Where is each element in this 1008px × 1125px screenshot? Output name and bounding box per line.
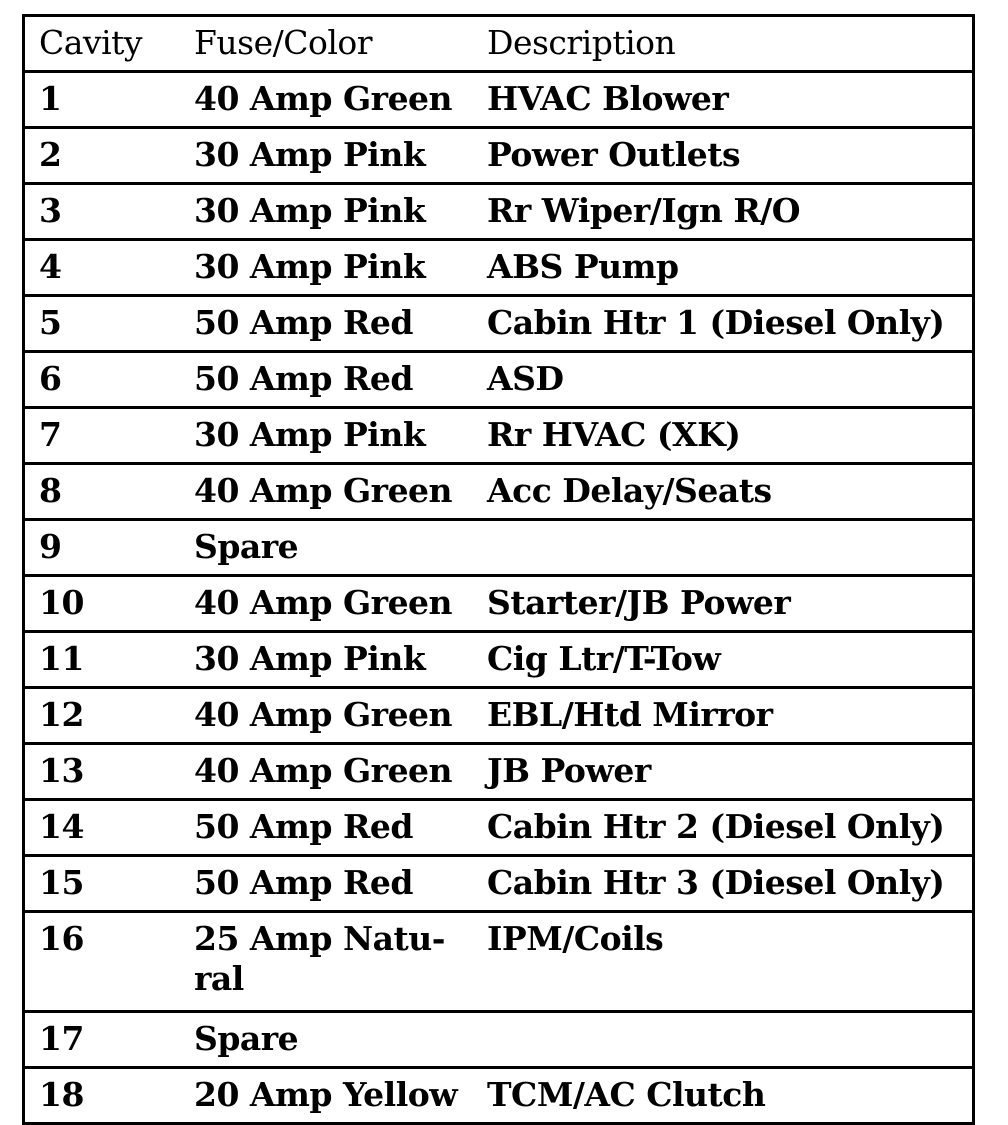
- fuse-line-1: 25 Amp Natu-: [194, 919, 445, 958]
- description-cell: Cabin Htr 2 (Diesel Only): [487, 800, 974, 856]
- fuse-line-2: ral: [194, 959, 244, 998]
- fuse-cell: 40 Amp Green: [194, 688, 487, 744]
- cavity-cell: 1: [24, 72, 195, 128]
- table-row: [24, 688, 974, 744]
- fuse-cell: 50 Amp Red: [194, 296, 487, 352]
- description-cell: Power Outlets: [487, 128, 974, 184]
- description-cell: ASD: [487, 352, 974, 408]
- table-row: [24, 72, 974, 128]
- fuse-cell: 30 Amp Pink: [194, 240, 487, 296]
- description-cell: EBL/Htd Mirror: [487, 688, 974, 744]
- fuse-cell: 40 Amp Green: [194, 72, 487, 128]
- fuse-cell: 20 Amp Yellow: [194, 1068, 487, 1124]
- table-row: [24, 352, 974, 408]
- fuse-cell: 30 Amp Pink: [194, 184, 487, 240]
- table-row: [24, 464, 974, 520]
- fuse-cell: Spare: [194, 520, 487, 576]
- fuse-cell: 40 Amp Green: [194, 576, 487, 632]
- cavity-cell: 16: [24, 912, 195, 1012]
- cavity-cell: 9: [24, 520, 195, 576]
- description-cell: Rr Wiper/Ign R/O: [487, 184, 974, 240]
- description-cell: [487, 1012, 974, 1068]
- description-cell: Acc Delay/Seats: [487, 464, 974, 520]
- description-cell: Cabin Htr 3 (Diesel Only): [487, 856, 974, 912]
- header-cavity: Cavity: [39, 23, 143, 62]
- table-row: [24, 856, 974, 912]
- table-row: [24, 1012, 974, 1068]
- cavity-cell: 11: [24, 632, 195, 688]
- header-row: [24, 16, 974, 72]
- cavity-cell: 13: [24, 744, 195, 800]
- header-fuse-color: Fuse/Color: [194, 23, 373, 62]
- table-row: [24, 184, 974, 240]
- description-cell: [487, 520, 974, 576]
- description-cell: JB Power: [487, 744, 974, 800]
- cavity-cell: 12: [24, 688, 195, 744]
- cavity-cell: 7: [24, 408, 195, 464]
- description-cell: Cabin Htr 1 (Diesel Only): [487, 296, 974, 352]
- table-row: [24, 632, 974, 688]
- description-cell: HVAC Blower: [487, 72, 974, 128]
- cavity-cell: 18: [24, 1068, 195, 1124]
- fuse-cell: Spare: [194, 1012, 487, 1068]
- header-description: Description: [487, 23, 676, 62]
- table-row: [24, 128, 974, 184]
- table-row: [24, 800, 974, 856]
- cavity-cell: 17: [24, 1012, 195, 1068]
- description-cell: Cig Ltr/T-Tow: [487, 632, 974, 688]
- table-row: [24, 520, 974, 576]
- cavity-cell: 2: [24, 128, 195, 184]
- cavity-cell: 14: [24, 800, 195, 856]
- description-cell: Starter/JB Power: [487, 576, 974, 632]
- cavity-cell: 15: [24, 856, 195, 912]
- description-cell: IPM/Coils: [487, 912, 974, 1012]
- fuse-cell: 50 Amp Red: [194, 352, 487, 408]
- fuse-cell: 30 Amp Pink: [194, 128, 487, 184]
- cavity-cell: 3: [24, 184, 195, 240]
- cavity-cell: 4: [24, 240, 195, 296]
- description-cell: Rr HVAC (XK): [487, 408, 974, 464]
- table-row: [24, 576, 974, 632]
- fuse-cell: 30 Amp Pink: [194, 408, 487, 464]
- table-row: [24, 240, 974, 296]
- fuse-cell: 50 Amp Red: [194, 856, 487, 912]
- cavity-cell: 8: [24, 464, 195, 520]
- cavity-cell: 5: [24, 296, 195, 352]
- table-row: [24, 744, 974, 800]
- description-cell: ABS Pump: [487, 240, 974, 296]
- fuse-cell: 30 Amp Pink: [194, 632, 487, 688]
- table-row: [24, 912, 974, 1012]
- description-cell: TCM/AC Clutch: [487, 1068, 974, 1124]
- fuse-cell: 40 Amp Green: [194, 744, 487, 800]
- fuse-cell: 40 Amp Green: [194, 464, 487, 520]
- table-row: [24, 408, 974, 464]
- cavity-cell: 6: [24, 352, 195, 408]
- fuse-table: [22, 14, 975, 1125]
- cavity-cell: 10: [24, 576, 195, 632]
- table-row: [24, 296, 974, 352]
- fuse-cell: [194, 912, 487, 1012]
- fuse-cell: 50 Amp Red: [194, 800, 487, 856]
